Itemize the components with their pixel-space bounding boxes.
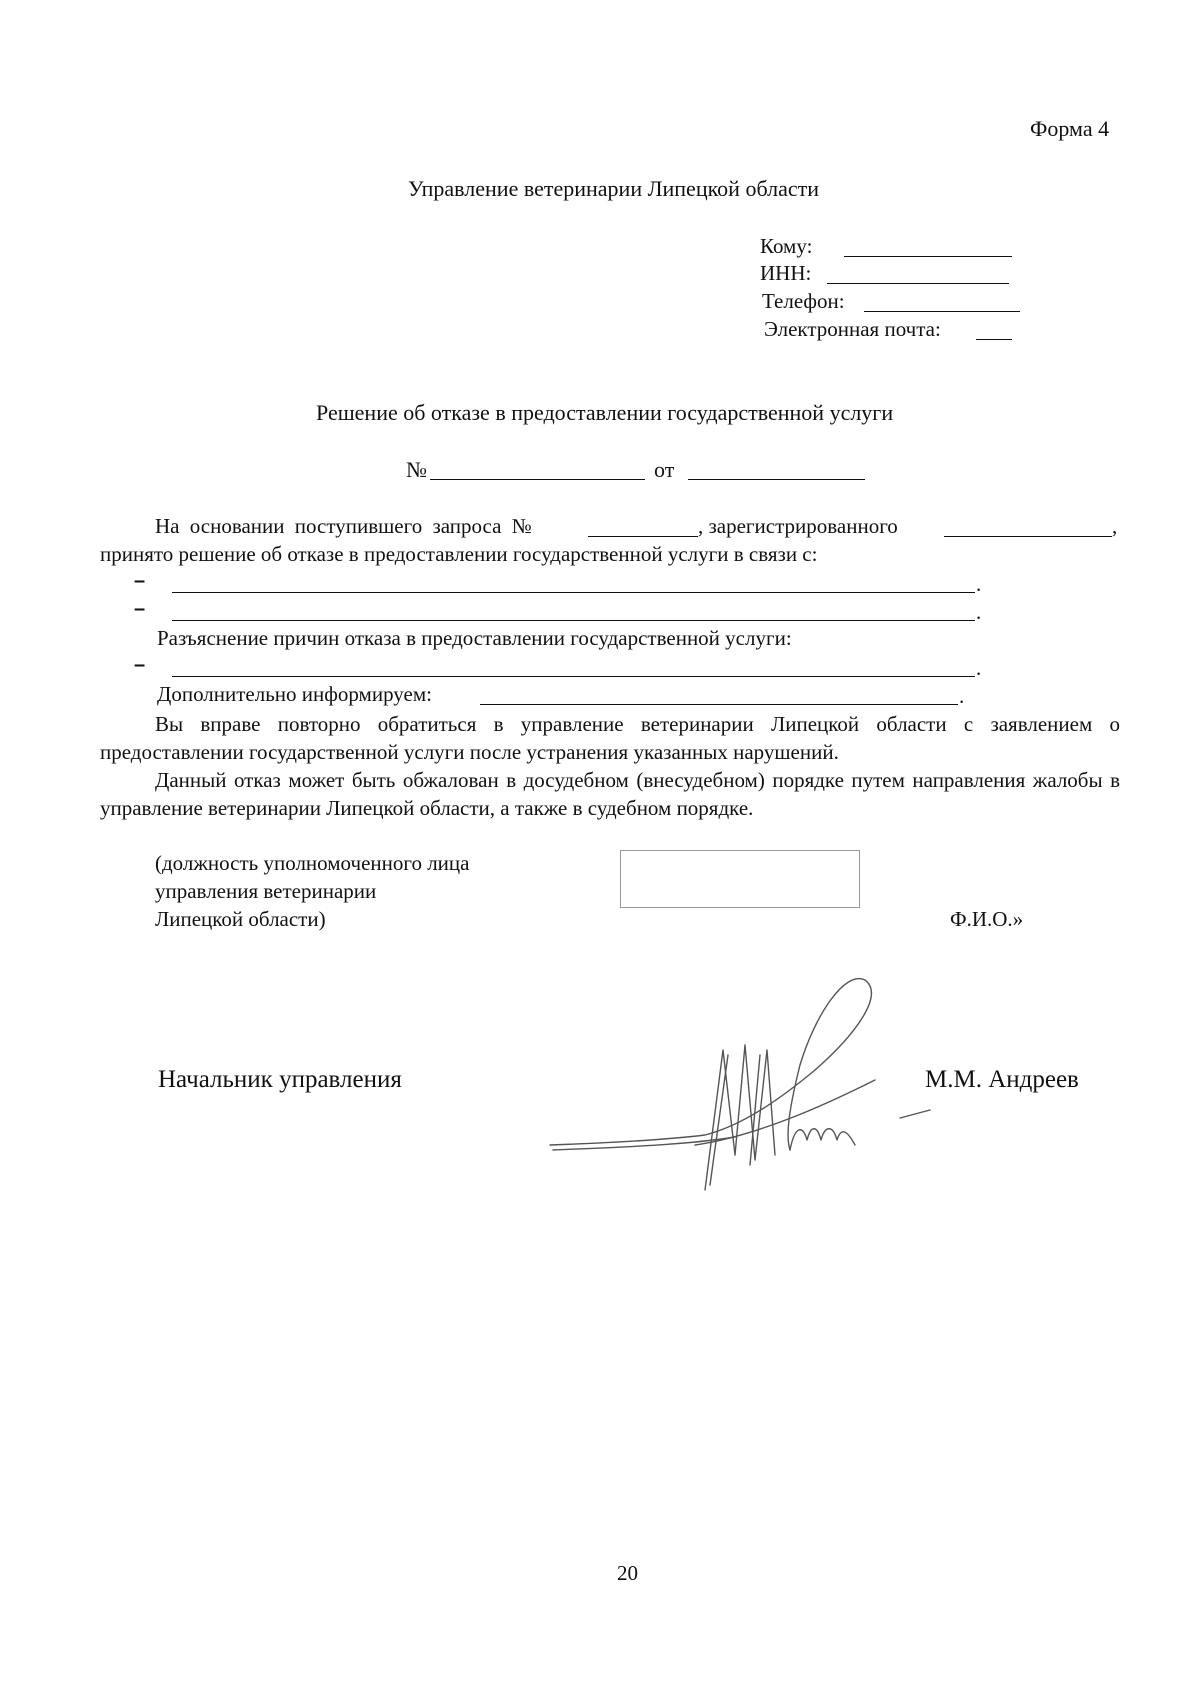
official-fio: Ф.И.О.»	[950, 907, 1024, 931]
reason-dash-2: –	[134, 598, 146, 620]
decision-date-word: от	[654, 457, 675, 482]
handwritten-signature	[545, 975, 945, 1205]
signatory-name: М.М. Андреев	[925, 1066, 1079, 1093]
explanation-period: .	[976, 656, 982, 680]
decision-title: Решение об отказе в предоставлении государственной услуги	[316, 400, 894, 425]
recipient-to-label: Кому:	[760, 234, 813, 258]
request-number-field[interactable]	[588, 536, 698, 537]
decision-date-field[interactable]	[688, 479, 865, 480]
recipient-phone-field[interactable]	[864, 311, 1020, 312]
signature-box[interactable]	[620, 850, 860, 908]
additional-info-label: Дополнительно информируем:	[157, 682, 432, 706]
reason-period-2: .	[976, 600, 982, 624]
official-position-line-1: (должность уполномоченного лица	[155, 851, 470, 875]
reason-field-2[interactable]	[172, 620, 975, 621]
reason-period-1: .	[976, 572, 982, 596]
decision-reason-text: принято решение об отказе в предоставлении государственной услуги в связи с:	[100, 542, 818, 566]
recipient-email-label: Электронная почта:	[764, 317, 941, 341]
additional-info-field[interactable]	[480, 704, 958, 705]
repeat-application-paragraph: Вы вправе повторно обратиться в управление ветеринарии Липецкой области с заявлением о предоставлении государственной услуги после устранения указанных нарушений.	[100, 712, 1120, 764]
decision-number-sign: №	[406, 457, 427, 482]
recipient-inn-field[interactable]	[827, 283, 1009, 284]
official-position-line-3: Липецкой области)	[155, 907, 326, 931]
explanation-dash: –	[134, 654, 146, 676]
additional-info-period: .	[959, 684, 965, 708]
recipient-email-field[interactable]	[976, 339, 1012, 340]
request-basis-text: На основании поступившего запроса №	[155, 514, 532, 538]
recipient-inn-label: ИНН:	[760, 261, 812, 285]
explanation-field[interactable]	[172, 676, 975, 677]
signatory-title: Начальник управления	[158, 1066, 402, 1093]
page-number: 20	[617, 1561, 638, 1585]
explanation-label: Разъяснение причин отказа в предоставлении государственной услуги:	[157, 626, 792, 650]
organization-name: Управление ветеринарии Липецкой области	[408, 176, 819, 201]
registration-field[interactable]	[944, 536, 1112, 537]
form-number: Форма 4	[1030, 116, 1110, 141]
recipient-phone-label: Телефон:	[762, 289, 845, 313]
reason-field-1[interactable]	[172, 592, 975, 593]
registered-text: , зарегистрированного	[698, 514, 898, 538]
appeal-paragraph: Данный отказ может быть обжалован в досудебном (внесудебном) порядке путем направления жалобы в управление ветеринарии Липецкой области, а также в судебном порядке.	[100, 768, 1120, 820]
comma: ,	[1112, 514, 1118, 538]
reason-dash-1: –	[134, 570, 146, 592]
recipient-to-field[interactable]	[844, 256, 1012, 257]
official-position-line-2: управления ветеринарии	[155, 879, 377, 903]
decision-number-field[interactable]	[430, 479, 645, 480]
